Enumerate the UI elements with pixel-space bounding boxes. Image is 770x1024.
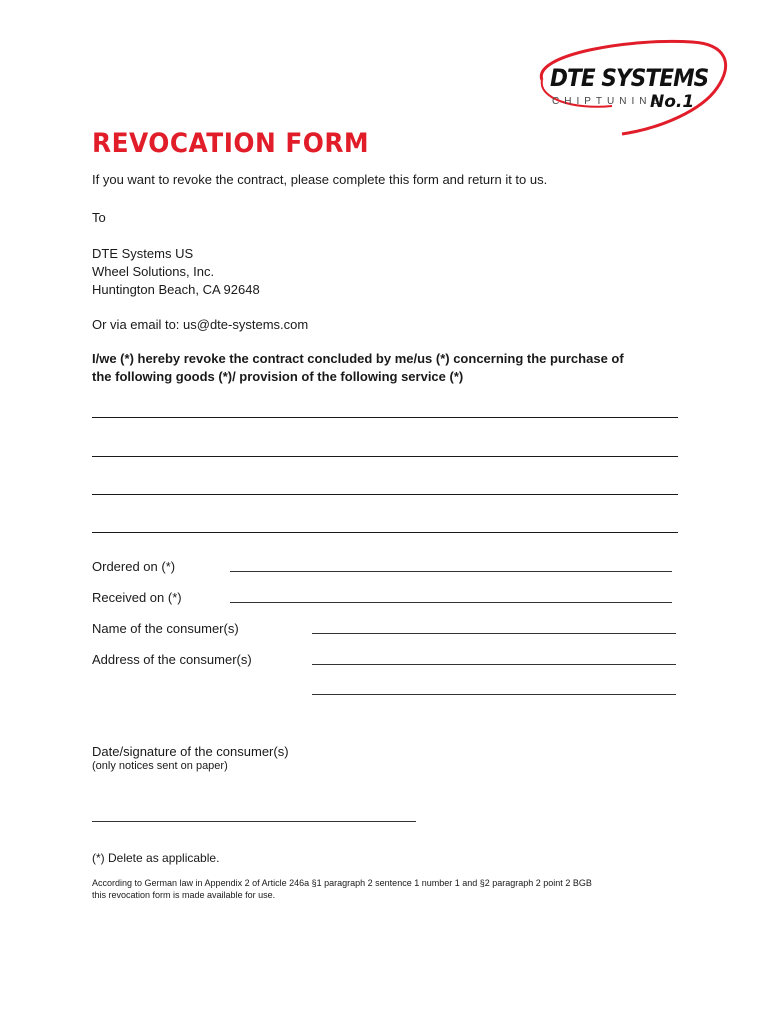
signature-field[interactable] [92,821,416,822]
dte-systems-logo [512,36,732,136]
received-on-field[interactable] [230,602,672,603]
intro-text: If you want to revoke the contract, please complete this form and return it to us. [92,172,548,187]
recipient-address [92,245,260,299]
to-label: To [92,210,106,225]
goods-entry-line[interactable] [92,417,678,418]
legal-line-1: According to German law in Appendix 2 of Article 246a §1 paragraph 2 sentence 1 number 1 and §2 paragraph 2 point 2 BGB [92,878,592,888]
ordered-on-field[interactable] [230,571,672,572]
received-on-label: Received on (*) [92,590,182,605]
statement-line-2: the following goods (*)/ provision of the following service (*) [92,369,464,384]
address-line-3: Huntington Beach, CA 92648 [92,282,260,297]
logo-badge: No.1 [650,92,695,112]
revocation-statement [92,350,624,386]
statement-line-1: I/we (*) hereby revoke the contract concluded by me/us (*) concerning the purchase of [92,351,624,366]
consumer-address-field[interactable] [312,664,676,665]
consumer-address-label: Address of the consumer(s) [92,652,252,667]
legal-line-2: this revocation form is made available for use. [92,890,276,900]
consumer-name-label: Name of the consumer(s) [92,621,239,636]
logo-brand: DTE SYSTEMS [550,64,709,92]
signature-label: Date/signature of the consumer(s) [92,744,289,759]
legal-notice [92,877,592,901]
footnote: (*) Delete as applicable. [92,851,220,865]
goods-entry-line[interactable] [92,494,678,495]
ordered-on-label: Ordered on (*) [92,559,176,574]
consumer-address-field-2[interactable] [312,694,676,695]
address-line-2: Wheel Solutions, Inc. [92,264,215,279]
consumer-name-field[interactable] [312,633,676,634]
signature-note: (only notices sent on paper) [92,760,228,772]
email-line: Or via email to: us@dte-systems.com [92,317,309,332]
goods-entry-line[interactable] [92,456,678,457]
address-line-1: DTE Systems US [92,246,194,261]
goods-entry-line[interactable] [92,532,678,533]
logo-tagline: CHIPTUNING [552,96,665,107]
form-title: REVOCATION FORM [92,128,370,159]
